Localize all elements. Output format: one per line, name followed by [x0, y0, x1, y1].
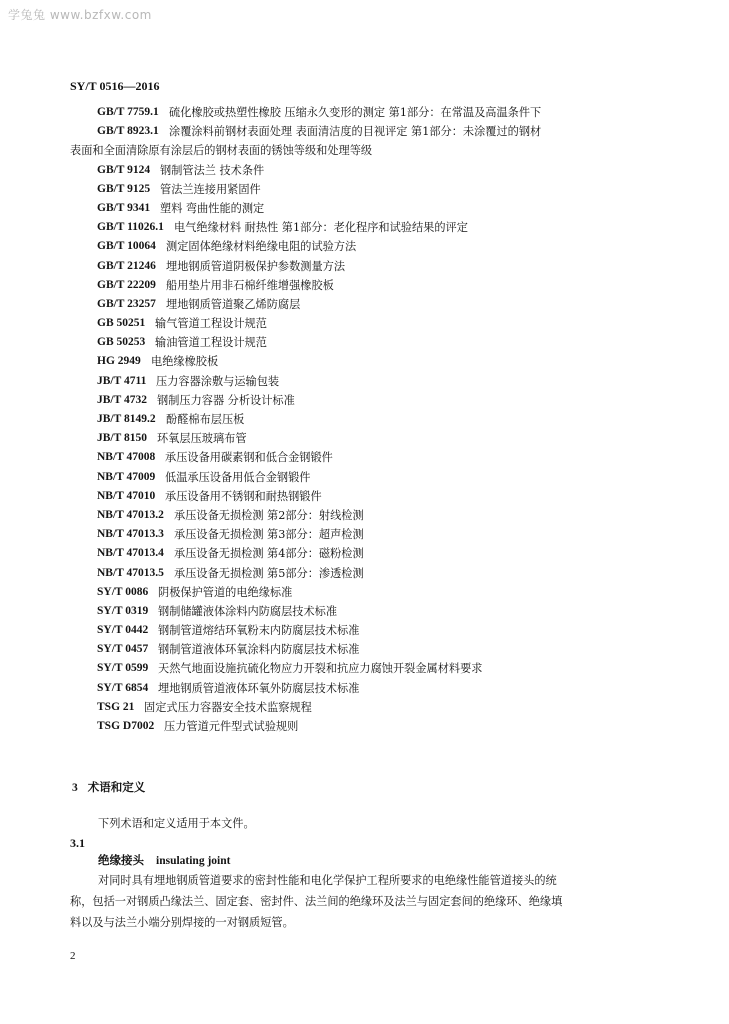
reference-code: GB/T 9341 [97, 201, 151, 214]
reference-code: NB/T 47013.3 [97, 528, 164, 541]
reference-code: NB/T 47010 [97, 489, 156, 502]
document-code: SY/T 0516—2016 [70, 79, 160, 93]
reference-code: NB/T 47008 [97, 451, 156, 464]
reference-code: GB/T 21246 [97, 259, 156, 272]
reference-code: JB/T 8150 [97, 432, 147, 445]
reference-item [0, 276, 729, 295]
reference-code: GB/T 7759.1 [97, 106, 159, 118]
reference-code: NB/T 47013.5 [97, 566, 164, 579]
reference-title: 压力管道元件型式试验规则 [164, 720, 299, 733]
reference-code: GB/T 8923.1 [97, 125, 159, 138]
reference-code: SY/T 0086 [97, 585, 149, 598]
reference-item [0, 410, 729, 429]
term-english: insulating joint [156, 855, 231, 867]
reference-code: GB 50251 [97, 317, 146, 330]
reference-item [0, 161, 729, 180]
reference-title: 低温承压设备用低合金钢锻件 [165, 470, 311, 484]
reference-code: GB/T 23257 [97, 297, 156, 310]
section-intro: 下列术语和定义适用于本文件。 [98, 817, 255, 830]
page-number: 2 [70, 950, 76, 962]
reference-title: 电气绝缘材料 耐热性 第1部分：老化程序和试验结果的评定 [174, 221, 468, 235]
reference-item [0, 640, 729, 659]
reference-item [0, 352, 729, 371]
reference-item-continuation [0, 141, 729, 160]
reference-code: SY/T 0442 [97, 624, 149, 637]
reference-code: NB/T 47013.2 [97, 508, 164, 521]
reference-code: SY/T 0599 [97, 662, 149, 675]
reference-title: 钢制管道液体环氧涂料内防腐层技术标准 [158, 643, 360, 657]
reference-code: SY/T 0457 [97, 643, 149, 656]
reference-item [0, 679, 729, 698]
reference-item [0, 333, 729, 352]
reference-code: HG 2949 [97, 355, 141, 368]
reference-item [0, 544, 729, 563]
reference-title: 埋地钢质管道聚乙烯防腐层 [166, 297, 301, 311]
normative-references-list [0, 103, 729, 736]
reference-code: GB 50253 [97, 336, 146, 349]
reference-code: GB/T 9125 [97, 182, 151, 195]
reference-title: 测定固体绝缘材料绝缘电阻的试验方法 [166, 240, 357, 254]
reference-title: 承压设备用不锈钢和耐热钢锻件 [165, 489, 322, 503]
definition-line: 料以及与法兰小端分别焊接的一对钢质短管。 [70, 916, 294, 929]
reference-title: 埋地钢质管道阴极保护参数测量方法 [166, 259, 346, 273]
reference-title: 压力容器涂敷与运输包装 [156, 374, 280, 388]
reference-item [0, 295, 729, 314]
section-number: 3 [72, 782, 78, 794]
reference-code: GB/T 9124 [97, 163, 151, 176]
reference-code: JB/T 8149.2 [97, 413, 156, 425]
reference-item [0, 103, 729, 122]
reference-title: 塑料 弯曲性能的测定 [160, 201, 265, 215]
reference-title: 输气管道工程设计规范 [155, 317, 267, 331]
reference-title: 承压设备无损检测 第3部分：超声检测 [174, 528, 364, 542]
reference-item [0, 237, 729, 256]
reference-item [0, 564, 729, 583]
reference-title: 硫化橡胶或热塑性橡胶 压缩永久变形的测定 第1部分：在常温及高温条件下 [169, 106, 542, 119]
reference-item [0, 525, 729, 544]
reference-item [0, 659, 729, 678]
reference-title: 船用垫片用非石棉纤维增强橡胶板 [166, 278, 334, 292]
clause-number: 3.1 [70, 836, 85, 850]
reference-title: 钢制管道熔结环氧粉末内防腐层技术标准 [158, 624, 360, 638]
reference-item [0, 218, 729, 237]
reference-title: 输油管道工程设计规范 [155, 336, 267, 350]
reference-item [0, 468, 729, 487]
reference-code: SY/T 6854 [97, 681, 149, 694]
reference-code: SY/T 0319 [97, 604, 149, 617]
reference-title: 钢制管法兰 技术条件 [160, 163, 265, 177]
reference-title: 电绝缘橡胶板 [151, 355, 219, 369]
reference-item [0, 487, 729, 506]
reference-code: GB/T 22209 [97, 278, 156, 291]
reference-title: 管法兰连接用紧固件 [160, 182, 261, 196]
reference-item [0, 257, 729, 276]
reference-code: TSG D7002 [97, 720, 155, 732]
reference-title: 天然气地面设施抗硫化物应力开裂和抗应力腐蚀开裂金属材料要求 [158, 662, 483, 676]
reference-item [0, 199, 729, 218]
reference-item [0, 506, 729, 525]
reference-item [0, 314, 729, 333]
reference-item [0, 372, 729, 391]
reference-code: GB/T 11026.1 [97, 221, 164, 234]
reference-item [0, 698, 729, 717]
reference-item [0, 180, 729, 199]
reference-code: NB/T 47013.4 [97, 547, 164, 560]
reference-title: 酚醛棉布层压板 [166, 413, 245, 426]
reference-item [0, 448, 729, 467]
reference-title: 承压设备用碳素钢和低合金钢锻件 [165, 451, 333, 465]
reference-code: JB/T 4711 [97, 374, 147, 387]
reference-code: GB/T 10064 [97, 240, 156, 253]
reference-title-continuation: 表面和全面清除原有涂层后的钢材表面的锈蚀等级和处理等级 [70, 144, 373, 158]
reference-title: 承压设备无损检测 第5部分：渗透检测 [174, 566, 364, 580]
reference-title: 钢制储罐液体涂料内防腐层技术标准 [158, 604, 338, 618]
reference-title: 涂覆涂料前钢材表面处理 表面清洁度的目视评定 第1部分：未涂覆过的钢材 [169, 125, 542, 139]
definition-line: 对同时具有埋地钢质管道要求的密封性能和电化学保护工程所要求的电绝缘性能管道接头的统 [98, 874, 557, 887]
term-heading [98, 852, 230, 868]
reference-code: JB/T 4732 [97, 393, 147, 406]
section-title: 术语和定义 [87, 780, 146, 794]
definition-line: 称，包括一对钢质凸缘法兰、固定套、密封件、法兰间的绝缘环及法兰与固定套间的绝缘环、绝缘填 [70, 895, 563, 908]
reference-item [0, 621, 729, 640]
reference-item [0, 583, 729, 602]
term-chinese: 绝缘接头 [98, 853, 144, 867]
reference-title: 承压设备无损检测 第2部分：射线检测 [174, 508, 364, 522]
watermark: 学兔兔 www.bzfxw.com [8, 8, 152, 22]
reference-item [0, 391, 729, 410]
reference-title: 阴极保护管道的电绝缘标准 [158, 585, 293, 599]
reference-code: TSG 21 [97, 700, 135, 713]
reference-title: 钢制压力容器 分析设计标准 [157, 393, 295, 407]
reference-title: 环氧层压玻璃布管 [157, 432, 247, 446]
reference-title: 固定式压力容器安全技术监察规程 [144, 700, 312, 714]
reference-code: NB/T 47009 [97, 470, 156, 483]
reference-item [0, 122, 729, 141]
reference-title: 承压设备无损检测 第4部分：磁粉检测 [174, 547, 364, 561]
reference-item [0, 602, 729, 621]
section-heading [72, 779, 145, 795]
reference-item [0, 717, 729, 736]
reference-item [0, 429, 729, 448]
reference-title: 埋地钢质管道液体环氧外防腐层技术标准 [158, 681, 360, 695]
